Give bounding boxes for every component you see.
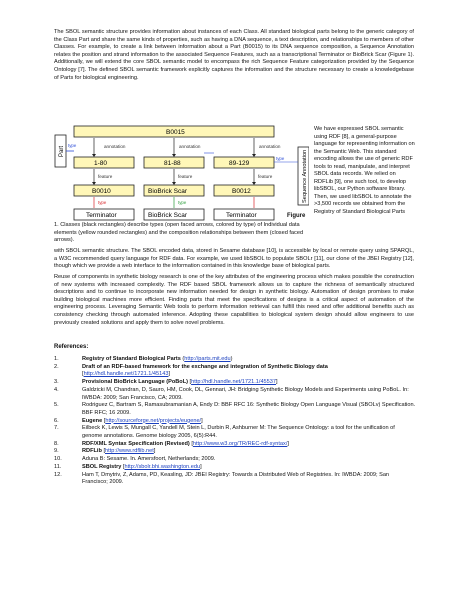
label-feature-3: feature xyxy=(258,174,273,179)
reference-item xyxy=(54,425,416,440)
reference-number: 1. xyxy=(54,356,59,362)
reference-number: 8. xyxy=(54,440,59,447)
references-heading: References: xyxy=(54,344,89,350)
reference-end: ] xyxy=(200,463,202,470)
reference-title: Provisional BioBrick Language (PoBoL) xyxy=(82,379,188,386)
sequence-annotation-label: Sequence Annotation xyxy=(302,149,308,203)
reference-text: Eilbeck K, Lewis S, Mungall C, Yandell M, Stein L, Durbin R, Ashburner M: The Sequence Ontology: a tool for the unification of genome annotations. Genome biology 2005, 6(5):R44. xyxy=(82,425,395,440)
reference-number: 5. xyxy=(54,402,59,409)
reference-item xyxy=(54,356,416,364)
figure-caption: 1. Classes (black rectangles) describe types (open faced arrows, colored by type) of Individual data elements (yellow rounded rectangles) and the composition relationships between them (closed faced arrows). xyxy=(54,222,304,243)
figure-diagram xyxy=(54,125,309,221)
reference-item xyxy=(54,402,416,417)
reference-item xyxy=(54,472,416,487)
part-b0015: B0015 xyxy=(166,129,185,136)
reference-text: [ xyxy=(121,463,125,470)
annotation-81-88: 81-88 xyxy=(164,160,181,167)
reference-title: SBOL Registry xyxy=(82,463,122,470)
figure-word: Figure xyxy=(287,213,306,219)
feature-b0012: B0012 xyxy=(232,188,251,195)
reference-link[interactable]: http://hdl.handle.net/1721.1/45537 xyxy=(191,379,277,386)
reference-number: 6. xyxy=(54,417,59,424)
reference-link[interactable]: http://parts.mit.edu xyxy=(184,356,231,362)
reference-end: ] xyxy=(153,448,156,455)
reference-number: 10. xyxy=(54,456,62,463)
annotation-1-80: 1-80 xyxy=(94,160,108,167)
reference-end: ] xyxy=(287,440,289,447)
class-terminator-2: Terminator xyxy=(226,212,257,219)
class-terminator-1: Terminator xyxy=(86,212,117,219)
reference-text: [ xyxy=(82,371,84,378)
reference-number: 11. xyxy=(54,463,62,470)
paragraph-sbol-semantic-structure: The SBOL semantic structure provides information about instances of each Class. All standard biological parts belong to the generic category of the Class Part and share the same kinds of properties, such as having a DNA sequence, a text description, and relationships to members of other Classes. For example, to create a link between information about a Part (B0015) to its DNA sequence composition, a Sequence Annotation relates the position and strand information to the associated Sequence Features, such as a transcriptional Terminator or BioBrick Scar (Figure 1). Additionally, we will extend the core SBOL semantic model to encompass the rich Sequence Feature categorization provided by the Sequence Ontology [7]. The defined SBOL semantic framework explicitly captures the information and the structure necessary to create a knowledgebase of Parts for biological engineering. xyxy=(54,29,414,81)
reference-end: ] xyxy=(201,417,203,424)
reference-title: RDFLib xyxy=(82,448,102,455)
annotation-89-129: 89-129 xyxy=(229,160,250,167)
label-type-1: type xyxy=(68,143,77,148)
reference-link[interactable]: http://www.rdflib.net xyxy=(105,448,154,455)
part-label: Part xyxy=(59,145,65,157)
reference-item xyxy=(54,364,416,379)
label-type-4: type xyxy=(178,200,187,205)
label-annotation-3: annotation xyxy=(259,144,281,149)
reference-text: [ xyxy=(102,417,106,424)
reference-title: RDF/XML Syntax Specification (Revised) xyxy=(82,440,190,447)
reference-end: ] xyxy=(168,371,171,378)
reference-number: 9. xyxy=(54,448,59,455)
label-feature-2: feature xyxy=(178,174,193,179)
reference-text: [ xyxy=(101,448,105,455)
reference-number: 4. xyxy=(54,386,59,393)
paragraph-rdf-side: We have expressed SBOL semantic using RDF [8], a general-purpose language for representing information on the Semantic Web. This standard encoding allows the use of generic RDF tools to read, manipulate, and interpret SBOL data records. We relied on RDFLib [9], one such tool, to develop libSBOL, our Python software library. Then, we used libSBOL to annotate the >3,500 records we obtained from the Registry of Standard Biological Parts xyxy=(314,126,415,216)
reference-number: 7. xyxy=(54,425,59,432)
reference-link[interactable]: http://www.w3.org/TR/REC-rdf-syntax/ xyxy=(192,440,288,447)
reference-item xyxy=(54,379,416,387)
paragraph-reuse: Reuse of components in synthetic biology research is one of the key attributes of the engineering process which makes possible the construction of new systems with increased complexity. The RDF based SBOL framework allows us to capture the richness of semantically structured descriptions and to continue to incorporate new information needed for design in synthetic biology. Automation of design promises to make building biological machines more efficient. Finding parts that meet the specifications of designs is a critical aspect of automation of the engineering process. Leveraging Semantic Web tools to perform information retrieval can fulfill this need and offer additional benefits such as consistency checking through automated inference. Adopting these capabilities to biological system design should allow engineers to use previously created solutions and apply them to solve novel problems. xyxy=(54,274,414,326)
reference-text: [ xyxy=(187,379,192,386)
label-type-2: type xyxy=(276,156,285,161)
label-type-3: type xyxy=(98,200,107,205)
reference-text: Rodriguez C, Bartram S, Ramasubramanian A, Endy D: BBF RFC 16: Synthetic Biology Open Language Visual (SBOLv) Specification. BBF RFC; 16 2009. xyxy=(82,402,416,416)
reference-item xyxy=(54,464,416,472)
references-list xyxy=(54,356,416,487)
reference-link[interactable]: http://sbolr.bhi.washington.edu xyxy=(124,463,201,470)
reference-item xyxy=(54,448,416,456)
reference-end: ) xyxy=(230,356,233,362)
reference-title: Draft of an RDF-based framework for the exchange and integration of Synthetic Biology data xyxy=(82,363,328,370)
reference-text: [ xyxy=(189,440,193,447)
reference-text: Aduna B: Sesame. In. Amersfoort, Netherlands; 2009. xyxy=(82,456,216,463)
label-annotation-1: annotation xyxy=(104,144,126,149)
paragraph-rdf-continued: with SBOL semantic structure. The SBOL encoded data, stored in Sesame database [10], is accessible by local or remote query using SPARQL, a W3C recommended query language for RDF data. For example, we used libSBOL to populate SBOLr [11], our clone of the JBEI Registry [12], though which we provide a web interface to the information contained in this knowledge base of biological parts. xyxy=(54,248,414,270)
class-biobrick-scar: BioBrick Scar xyxy=(148,212,188,219)
reference-link[interactable]: http://sourceforge.net/projects/eugene/ xyxy=(105,417,202,424)
reference-title: Registry of Standard Biological Parts xyxy=(82,356,181,362)
feature-b0010: B0010 xyxy=(92,188,111,195)
reference-end: ] xyxy=(276,379,278,386)
reference-text: ( xyxy=(180,356,185,362)
reference-text: Ham T, Dmytriv, Z, Adams, PD, Keasling, JD: JBEI Registry: Towards a Distributed Web of Registries. In: IWBDA: 2009; San Francisco; 2009. xyxy=(82,471,390,486)
reference-number: 2. xyxy=(54,363,59,370)
reference-number: 3. xyxy=(54,379,59,386)
figure-1 xyxy=(54,125,309,221)
label-feature-1: feature xyxy=(98,174,113,179)
reference-text: Galdzicki M, Chandran, D, Sauro, HM, Cook, DL, Gennari, JH: Bridging Synthetic Biology Models and Experiments using PoBoL. In: IWBDA: 2009; San Francisco, CA; 2009. xyxy=(82,386,409,401)
label-annotation-2: annotation xyxy=(179,144,201,149)
reference-number: 12. xyxy=(54,471,62,478)
reference-item xyxy=(54,418,416,426)
reference-link[interactable]: http://hdl.handle.net/1721.1/45143 xyxy=(83,371,169,378)
feature-biobrick-scar: BioBrick Scar xyxy=(148,188,188,195)
reference-item xyxy=(54,441,416,449)
reference-item xyxy=(54,387,416,402)
reference-title: Eugene xyxy=(82,417,103,424)
reference-item xyxy=(54,456,416,464)
